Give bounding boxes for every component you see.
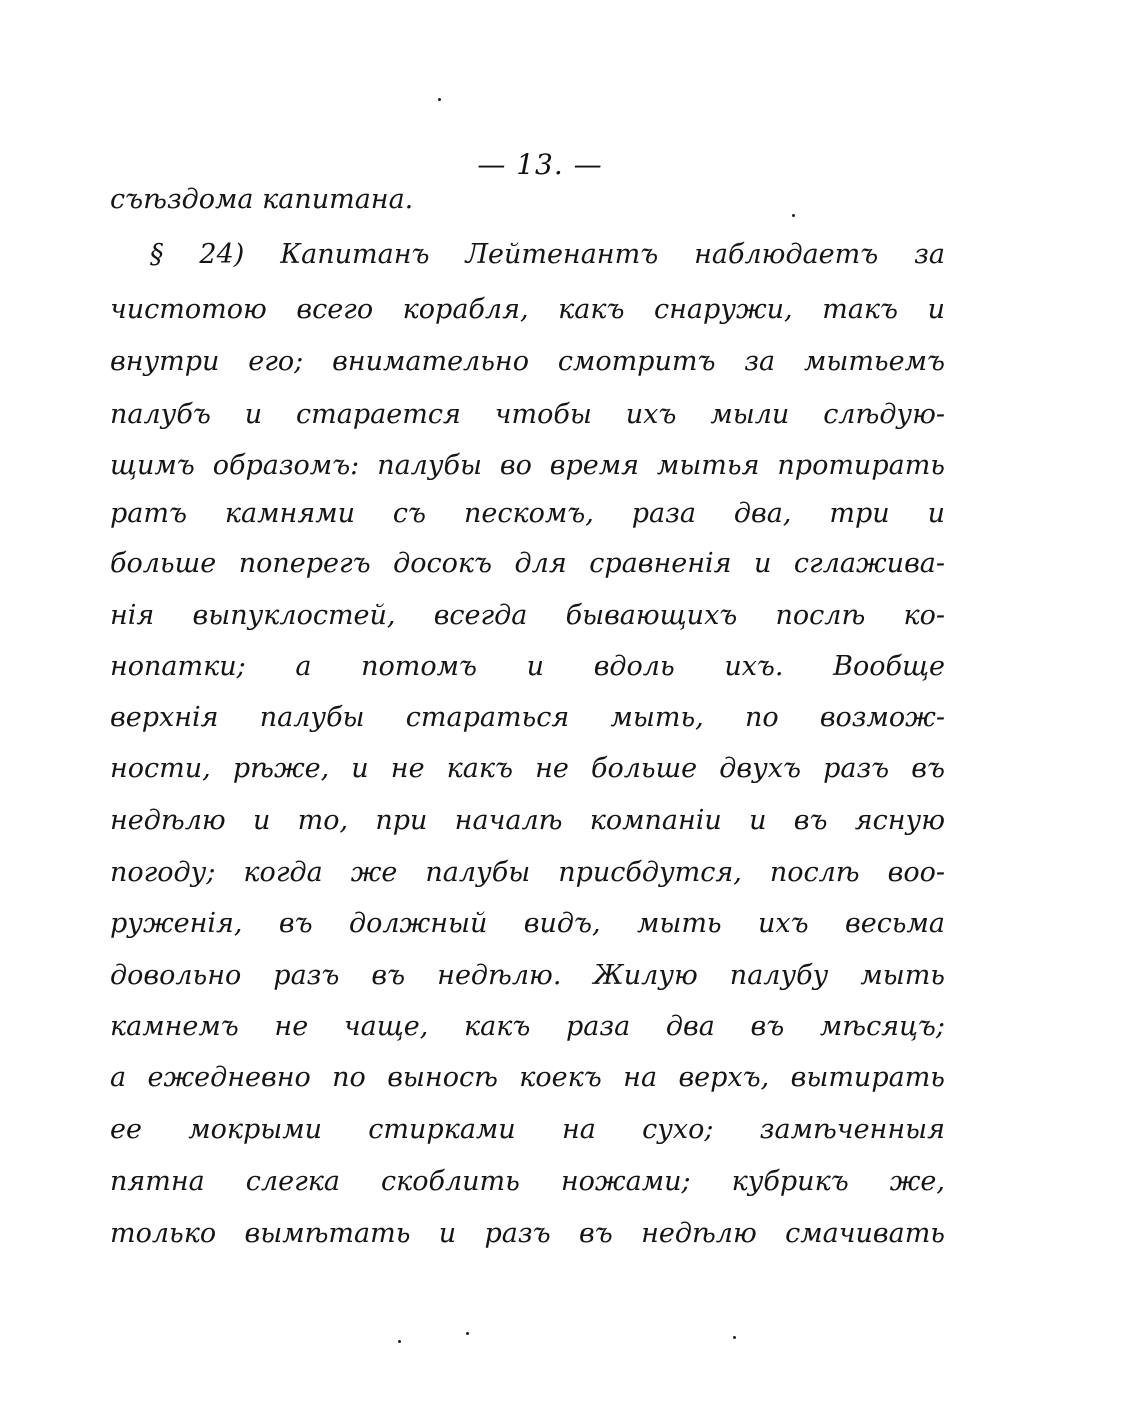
text-line-13: недѣлю и то, при началѣ компаніи и въ ясную: [110, 805, 945, 836]
paper-speck: [398, 1340, 401, 1343]
text-line-3: чистотою всего корабля, какъ снаружи, такъ и: [110, 294, 945, 325]
text-line-11: верхнія палубы стараться мыть, по возмож-: [110, 702, 945, 733]
text-line-21: только вымѣтать и разъ въ недѣлю смачивать: [110, 1218, 945, 1249]
text-line-18: а ежедневно по выносѣ коекъ на верхъ, вытирать: [110, 1062, 945, 1093]
text-line-4: внутри его; внимательно смотритъ за мытьемъ: [110, 346, 945, 377]
text-line-20: пятна слегка скоблить ножами; кубрикъ же,: [110, 1166, 945, 1197]
text-line-15: руженія, въ должный видъ, мыть ихъ весьма: [110, 908, 945, 939]
text-line-9: нія выпуклостей, всегда бывающихъ послѣ ко-: [110, 600, 945, 631]
paper-speck: [438, 98, 441, 101]
page-number: — 13. —: [477, 148, 603, 181]
paper-speck: [733, 1336, 736, 1339]
text-line-5: палубъ и старается чтобы ихъ мыли слѣдую-: [110, 399, 945, 430]
text-line-7: ратъ камнями съ пескомъ, раза два, три и: [110, 498, 945, 529]
text-line-19: ее мокрыми стирками на сухо; замѣченныя: [110, 1114, 945, 1145]
text-line-17: камнемъ не чаще, какъ раза два въ мѣсяцъ;: [110, 1011, 945, 1042]
text-line-10: нопатки; а потомъ и вдоль ихъ. Вообще: [110, 651, 945, 682]
text-line-2: § 24) Капитанъ Лейтенантъ наблюдаетъ за: [150, 239, 945, 270]
text-line-1: съѣздома капитана.: [110, 184, 414, 215]
text-line-6: щимъ образомъ: палубы во время мытья протирать: [110, 450, 945, 481]
paper-speck: [466, 1332, 469, 1335]
text-line-16: довольно разъ въ недѣлю. Жилую палубу мыть: [110, 960, 945, 991]
paper-speck: [792, 214, 795, 217]
text-line-8: больше поперегъ досокъ для сравненія и сглажива-: [110, 548, 945, 579]
text-line-14: погоду; когда же палубы присбдутся, послѣ воо-: [110, 857, 945, 888]
text-line-12: ности, рѣже, и не какъ не больше двухъ разъ въ: [110, 753, 945, 784]
